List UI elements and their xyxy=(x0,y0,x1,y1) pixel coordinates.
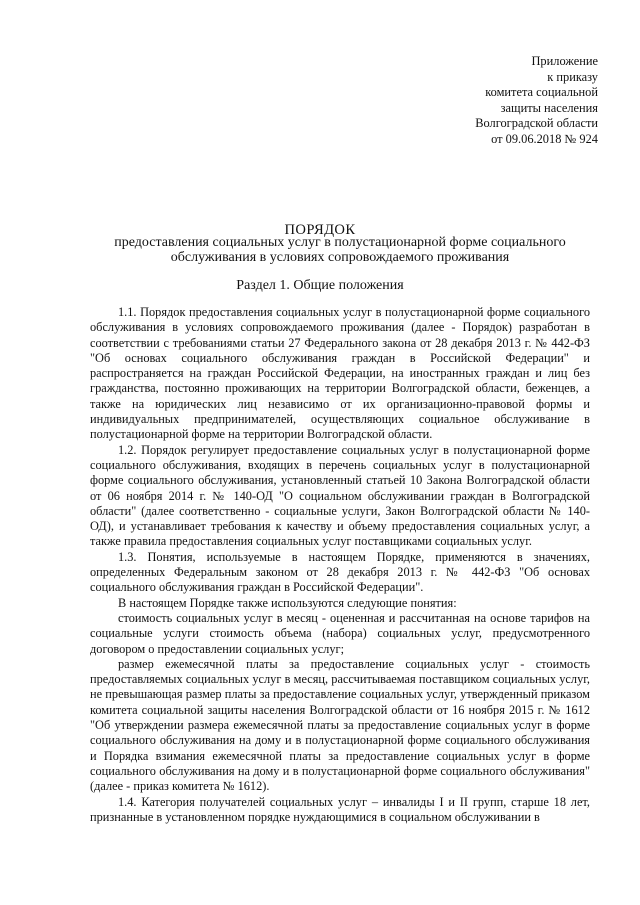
appendix-line: Волгоградской области xyxy=(475,116,598,131)
appendix-block xyxy=(475,54,598,148)
appendix-line: от 09.06.2018 № 924 xyxy=(491,131,598,146)
document-subtitle: предоставления социальных услуг в полустационарной форме социального обслуживания в условиях сопровождаемого проживания xyxy=(114,235,566,265)
appendix-line: Приложение xyxy=(531,54,598,68)
document-body xyxy=(90,305,590,825)
paragraph-definition-fee: размер ежемесячной платы за предоставление социальных услуг - стоимость предоставляемых социальных услуг в месяц, рассчитываемая поставщиком социальных услуг, не превышающая размер платы за предоставление социальных услуг, утвержденный приказом комитета социальной защиты населения Волгоградской области от 16 ноября 2015 г. № 1612 "Об утверждении размера ежемесячной платы за предоставление социальных услуг в форме социального обслуживания на дому и в полустационарной форме социального обслуживания и Порядка взимания ежемесячной платы за предоставление социальных услуг в форме социального обслуживания на дому и в полустационарной форме социального обслуживания" (далее - приказ комитета № 1612). xyxy=(90,656,590,794)
section-heading: Раздел 1. Общие положения xyxy=(236,278,404,293)
paragraph-definition-cost: стоимость социальных услуг в месяц - оцененная и рассчитанная на основе тарифов на социальные услуги стоимость объема (набора) социальных услуг, предусмотренного договором о предоставлении социальных услуг; xyxy=(90,610,590,656)
paragraph-1-4: 1.4. Категория получателей социальных услуг – инвалиды I и II групп, старше 18 лет, признанные в установленном порядке нуждающимися в социальном обслуживании в xyxy=(90,794,590,824)
paragraph-1-1: 1.1. Порядок предоставления социальных услуг в полустационарной форме социального обслуживания в условиях сопровождаемого проживания (далее - Порядок) разработан в соответствии с требованиями статьи 27 Федерального закона от 28 декабря 2013 г. № 442-ФЗ "Об основах социального обслуживания граждан в Российской Федерации" и распространяется на граждан Российской Федерации, на иностранных граждан и лиц без гражданства, постоянно проживающих на территории Волгоградской области, беженцев, а также на юридических лиц независимо от их организационно-правовой формы и индивидуальных предпринимателей, осуществляющих социальное обслуживание в полустационарной форме на территории Волгоградской области. xyxy=(90,305,590,442)
appendix-line: к приказу xyxy=(547,69,598,84)
appendix-line: комитета социальной xyxy=(485,85,598,100)
paragraph-1-2: 1.2. Порядок регулирует предоставление социальных услуг в полустационарной форме социального обслуживания, входящих в перечень социальных услуг в полустационарной форме социального обслуживания, установленный статьей 10 Закона Волгоградской области от 06 ноября 2014 г. № 140-ОД "О социальном обслуживании граждан в Волгоградской области" (далее соответственно - социальные услуги, Закон Волгоградской области № 140-ОД), и устанавливает требования к качеству и объему предоставления социальных услуг, а также правила предоставления социальных услуг поставщиками социальных услуг. xyxy=(90,442,590,549)
paragraph-concepts-intro: В настоящем Порядке также используются следующие понятия: xyxy=(118,595,457,610)
paragraph-1-3: 1.3. Понятия, используемые в настоящем Порядке, применяются в значениях, определенных Федеральным законом от 28 декабря 2013 г. № 442-ФЗ "Об основах социального обслуживания граждан в Российской Федерации". xyxy=(90,549,590,595)
appendix-line: защиты населения xyxy=(500,100,598,115)
document-title: ПОРЯДОК xyxy=(284,222,356,238)
